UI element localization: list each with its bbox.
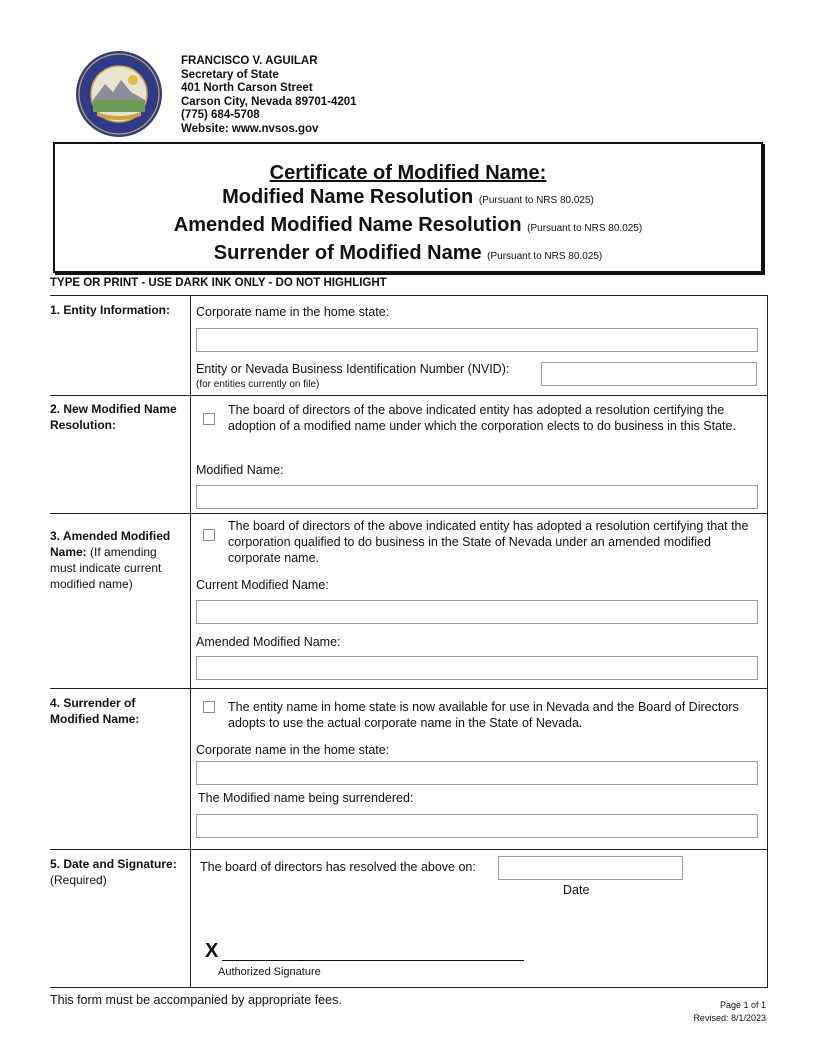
nvid-label: Entity or Nevada Business Identification Number (NVID): xyxy=(196,362,510,376)
title-line-text: Modified Name Resolution xyxy=(222,186,474,208)
title-line-resolution xyxy=(55,185,761,213)
surrendered-name-label: The Modified name being surrendered: xyxy=(198,791,414,805)
amended-statement: The board of directors of the above indicated entity has adopted a resolution certifying that the corporation qualified to do business in the State of Nevada under an amended modified corporate name. xyxy=(228,519,749,565)
office-address-block xyxy=(181,55,357,136)
section-label xyxy=(50,528,186,592)
section-label xyxy=(50,695,186,727)
office-website: Website: www.nvsos.gov xyxy=(181,122,319,135)
nvid-note: (for entities currently on file) xyxy=(196,379,320,390)
section-label-text: 3. Amended Modified Name: xyxy=(50,529,171,559)
resolved-on-label: The board of directors has resolved the above on: xyxy=(200,860,476,874)
date-caption: Date xyxy=(563,883,590,897)
amended-modified-name-input[interactable] xyxy=(196,656,758,680)
title-line-amended xyxy=(55,213,761,241)
signature-x-mark: X xyxy=(205,940,219,962)
current-modified-name-input[interactable] xyxy=(196,600,758,624)
ink-instructions: TYPE OR PRINT - USE DARK INK ONLY - DO NOT HIGHLIGHT xyxy=(50,277,387,289)
page-number: Page 1 of 1 xyxy=(719,1000,766,1010)
surrender-statement: The entity name in home state is now available for use in Nevada and the Board of Directors adopts to use the actual corporate name in the State of Nevada. xyxy=(228,700,739,730)
section-label-note: (Required) xyxy=(50,873,107,887)
signature-line[interactable] xyxy=(222,944,524,961)
section-amended-modified-name xyxy=(50,514,768,689)
office-street: 401 North Carson Street xyxy=(181,82,313,94)
modified-name-label: Modified Name: xyxy=(196,463,284,477)
section-label-text: 2. New Modified Name Resolution: xyxy=(50,402,177,432)
section-entity-information xyxy=(50,295,768,396)
pursuant-note: (Pursuant to NRS 80.025) xyxy=(527,223,643,234)
amended-modified-name-label: Amended Modified Name: xyxy=(196,635,341,649)
title-line-text: Amended Modified Name Resolution xyxy=(173,214,522,236)
corp-name-input[interactable] xyxy=(196,328,758,352)
signature-caption: Authorized Signature xyxy=(218,966,321,978)
nvid-input[interactable] xyxy=(541,362,757,386)
section-label xyxy=(50,401,186,433)
surrender-checkbox[interactable] xyxy=(203,701,215,713)
resolution-date-input[interactable] xyxy=(498,856,683,880)
section-label-text: 1. Entity Information: xyxy=(50,303,170,317)
surrender-corp-name-input[interactable] xyxy=(196,761,758,785)
modified-name-input[interactable] xyxy=(196,485,758,509)
section-surrender-modified-name xyxy=(50,689,768,850)
officer-title: Secretary of State xyxy=(181,68,279,81)
pursuant-note: (Pursuant to NRS 80.025) xyxy=(478,195,594,206)
section-label xyxy=(50,302,186,318)
officer-name: FRANCISCO V. AGUILAR xyxy=(181,55,318,67)
page-info xyxy=(693,999,766,1025)
office-city: Carson City, Nevada 89701-4201 xyxy=(181,95,357,108)
form-title-box xyxy=(53,142,763,273)
office-phone: (775) 684-5708 xyxy=(181,109,260,121)
pursuant-note: (Pursuant to NRS 80.025) xyxy=(487,251,603,262)
surrender-corp-name-label: Corporate name in the home state: xyxy=(196,743,390,757)
section-date-signature xyxy=(50,850,768,988)
surrendered-name-input[interactable] xyxy=(196,814,758,838)
section-label-text: 4. Surrender of Modified Name: xyxy=(50,696,140,726)
section-label-text: 5. Date and Signature: xyxy=(50,857,177,871)
new-modified-checkbox[interactable] xyxy=(203,413,215,425)
current-modified-name-label: Current Modified Name: xyxy=(196,578,329,592)
new-modified-statement: The board of directors of the above indicated entity has adopted a resolution certifying the adoption of a modified name under which the corporation elects to do business in this State. xyxy=(228,403,736,433)
section-label xyxy=(50,856,186,888)
nevada-state-seal xyxy=(75,50,163,138)
corp-name-label: Corporate name in the home state: xyxy=(196,305,390,319)
section-new-modified-name xyxy=(50,395,768,514)
amended-checkbox[interactable] xyxy=(203,529,215,541)
revised-date: Revised: 8/1/2023 xyxy=(693,1013,766,1023)
title-line-text: Surrender of Modified Name xyxy=(213,242,482,264)
fees-note: This form must be accompanied by appropriate fees. xyxy=(50,993,342,1007)
form-title: Certificate of Modified Name: xyxy=(269,162,547,184)
title-line-surrender xyxy=(55,241,761,269)
section-label-note: (If amending must indicate current modified name) xyxy=(50,545,162,591)
